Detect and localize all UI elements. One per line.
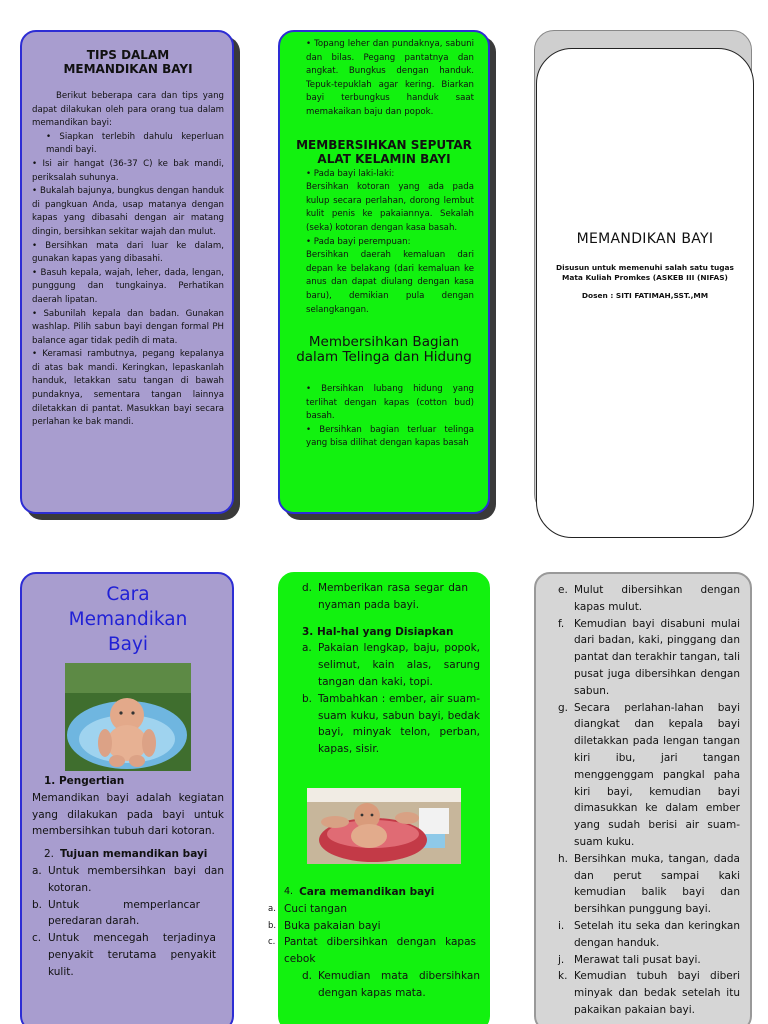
steps-title: Cara memandikan bayi (299, 885, 435, 898)
how-title: Cara Memandikan Bayi (68, 584, 188, 655)
panel-genital-cleaning (278, 30, 490, 514)
list-item: b. Tambahkan : ember, air suam-suam kuku, sabun bayi, bedak bayi, minyak telon, perban, kapas, sisir. (302, 692, 480, 756)
panel-how-to-bathe (20, 572, 234, 1024)
ear-nose-body (288, 383, 480, 451)
section-definition (32, 773, 224, 840)
prep-title: 3. Hal-hal yang Disiapkan (302, 625, 454, 638)
genital-body (288, 168, 480, 318)
cover-line-1: Disusun untuk memenuhi salah satu tugas (556, 263, 734, 272)
nose-item: • Bersihkan lubang hidung yang terlihat dengan kapas (cotton bud) basah. (306, 384, 474, 422)
purpose-list (32, 863, 224, 981)
list-item: b. Untuk memperlancar peredaran darah. (32, 898, 200, 928)
steps-heading (284, 884, 480, 901)
list-item: j. Merawat tali pusat bayi. (558, 953, 701, 966)
list-item: h. Bersihkan muka, tangan, dada dan perut sampai kaki kemudian balik bayi dan bersihkan punggung bayi. (558, 852, 740, 916)
boy-text: Bersihkan kotoran yang ada pada kulup secara perlahan, dorong lembut kulit penis ke pakaiannya. Sekalah (seka) kotoran dengan kasa basah. (306, 182, 474, 233)
tips-item: • Bukalah bajunya, bungkus dengan handuk di pangkuan Anda, usap matanya dengan kapas yang dibasahi dengan air matang dingin, bersihkan sekitar wajah dan mulut. (32, 186, 224, 237)
list-item: c. Untuk mencegah terjadinya penyakit terutama penyakit kulit. (32, 932, 216, 978)
boy-label: • Pada bayi laki-laki: (306, 168, 395, 179)
panel-tips (20, 30, 234, 514)
purpose-title: Tujuan memandikan bayi (60, 848, 208, 861)
list-item: b. Buka pakaian bayi (268, 919, 381, 932)
steps-list-more (544, 582, 742, 1019)
list-item: a. Untuk membersihkan bayi dan kotoran. (32, 864, 224, 894)
genital-heading: MEMBERSIHKAN SEPUTAR ALAT KELAMIN BAYI (296, 137, 472, 166)
definition-title: 1. Pengertian (44, 775, 125, 787)
support-neck-text: • Topang leher dan pundaknya, sabuni dan bilas. Pegang pantatnya dan angkat. Bungkus dengan handuk. Tepuk-tepuklah agar kering. Biarkan bayi terbungkus handuk saat memakaikan baju dan popok. (306, 39, 474, 117)
definition-text: Memandikan bayi adalah kegiatan yang dilakukan pada bayi untuk membersihkan tubuh dari kotoran. (32, 791, 224, 838)
list-item: f. Kemudian bayi disabuni mulai dari badan, kaki, pinggang dan pantat dan terakhir tangan, tali pusat juga dibersihkan dengan sabun. (558, 617, 740, 697)
baby-basin-photo (307, 788, 461, 864)
steps-list (268, 901, 480, 968)
tips-body (32, 90, 224, 430)
tips-item: • Siapkan terlebih dahulu keperluan mandi bayi. (46, 131, 224, 156)
list-item: k. Kemudian tubuh bayi diberi minyak dan bedak setelah itu pakaikan pakaian bayi. (558, 970, 740, 1016)
tips-item: • Bersihkan mata dari luar ke dalam, gunakan kapas yang dibasahi. (32, 240, 224, 265)
panel-preparation (268, 572, 490, 1024)
prep-list (288, 640, 480, 758)
list-item: d. Memberikan rasa segar dan nyaman pada bayi. (302, 582, 468, 611)
list-item: e. Mulut dibersihkan dengan kapas mulut. (558, 584, 740, 613)
list-item: a. Cuci tangan (268, 902, 347, 915)
baby-bath-photo (65, 663, 191, 771)
list-item: a. Pakaian lengkap, baju, popok, selimut, kain alas, sarung tangan dan kaki, topi. (302, 642, 480, 688)
tips-item: • Isi air hangat (36-37 C) ke bak mandi, periksalah suhunya. (32, 158, 224, 183)
panel-steps-continued (534, 572, 752, 1024)
tips-item: • Sabunilah kepala dan badan. Gunakan washlap. Pilih sabun bayi dengan formal PH balance agar tidak pedih di mata. (32, 308, 224, 346)
girl-label: • Pada bayi perempuan: (306, 236, 411, 247)
panel-cover (536, 48, 754, 538)
tips-item: • Keramasi rambutnya, pegang kepalanya di atas bak mandi. Keringkan, lepaskanlah handuk, letakkan satu tangan di bawah pundaknya, sementara tangan lainnya diletakkan di pantat. Masukkan bayi secara perlahan ke bak mandi. (32, 349, 224, 428)
ear-nose-heading: Membersihkan Bagian dalam Telinga dan Hidung (296, 334, 472, 366)
tips-item: • Basuh kepala, wajah, leher, dada, lengan, punggung dan tungkainya. Perhatikan daerah lipatan. (32, 267, 224, 305)
cover-title: MEMANDIKAN BAYI (576, 231, 714, 247)
cover-line-2: Mata Kuliah Promkes (ASKEB III (NIFAS) (562, 273, 728, 282)
purpose-num: 2. (44, 848, 55, 861)
tips-intro: Berikut beberapa cara dan tips yang dapat dilakukan oleh para orang tua dalam memandikan bayi: (32, 91, 224, 129)
steps-num: 4. (284, 885, 294, 897)
cover-dosen: Dosen : SITI FATIMAH,SST.,MM (581, 291, 709, 300)
list-item: c. Pantat dibersihkan dengan kapas cebok (268, 936, 476, 966)
girl-text: Bersihkan daerah kemaluan dari depan ke belakang (dari kemaluan ke anus dan dapat diulang dengan kasa baru), demikian pula dengan selangkangan. (306, 250, 474, 315)
steps-list-continued (288, 968, 480, 1002)
list-item: g. Secara perlahan-lahan bayi diangkat dan kepala bayi diletakkan pada lengan tangan kiri ibu, jari tangan menggenggam pangkal paha kiri bayi, kemudian bayi dimasukkan ke dalam ember yang sudah berisi air suam-suam kuku. (558, 701, 740, 848)
section-purpose (32, 846, 224, 980)
list-item: d. Kemudian mata dibersihkan dengan kapas mata. (302, 969, 480, 999)
purpose-list-continued (288, 580, 480, 614)
ear-item: • Bersihkan bagian terluar telinga yang bisa dilihat dengan kapas basah (306, 424, 474, 449)
tips-title: TIPS DALAM MEMANDIKAN BAYI (63, 48, 193, 76)
list-item: i. Setelah itu seka dan keringkan dengan handuk. (558, 919, 740, 949)
